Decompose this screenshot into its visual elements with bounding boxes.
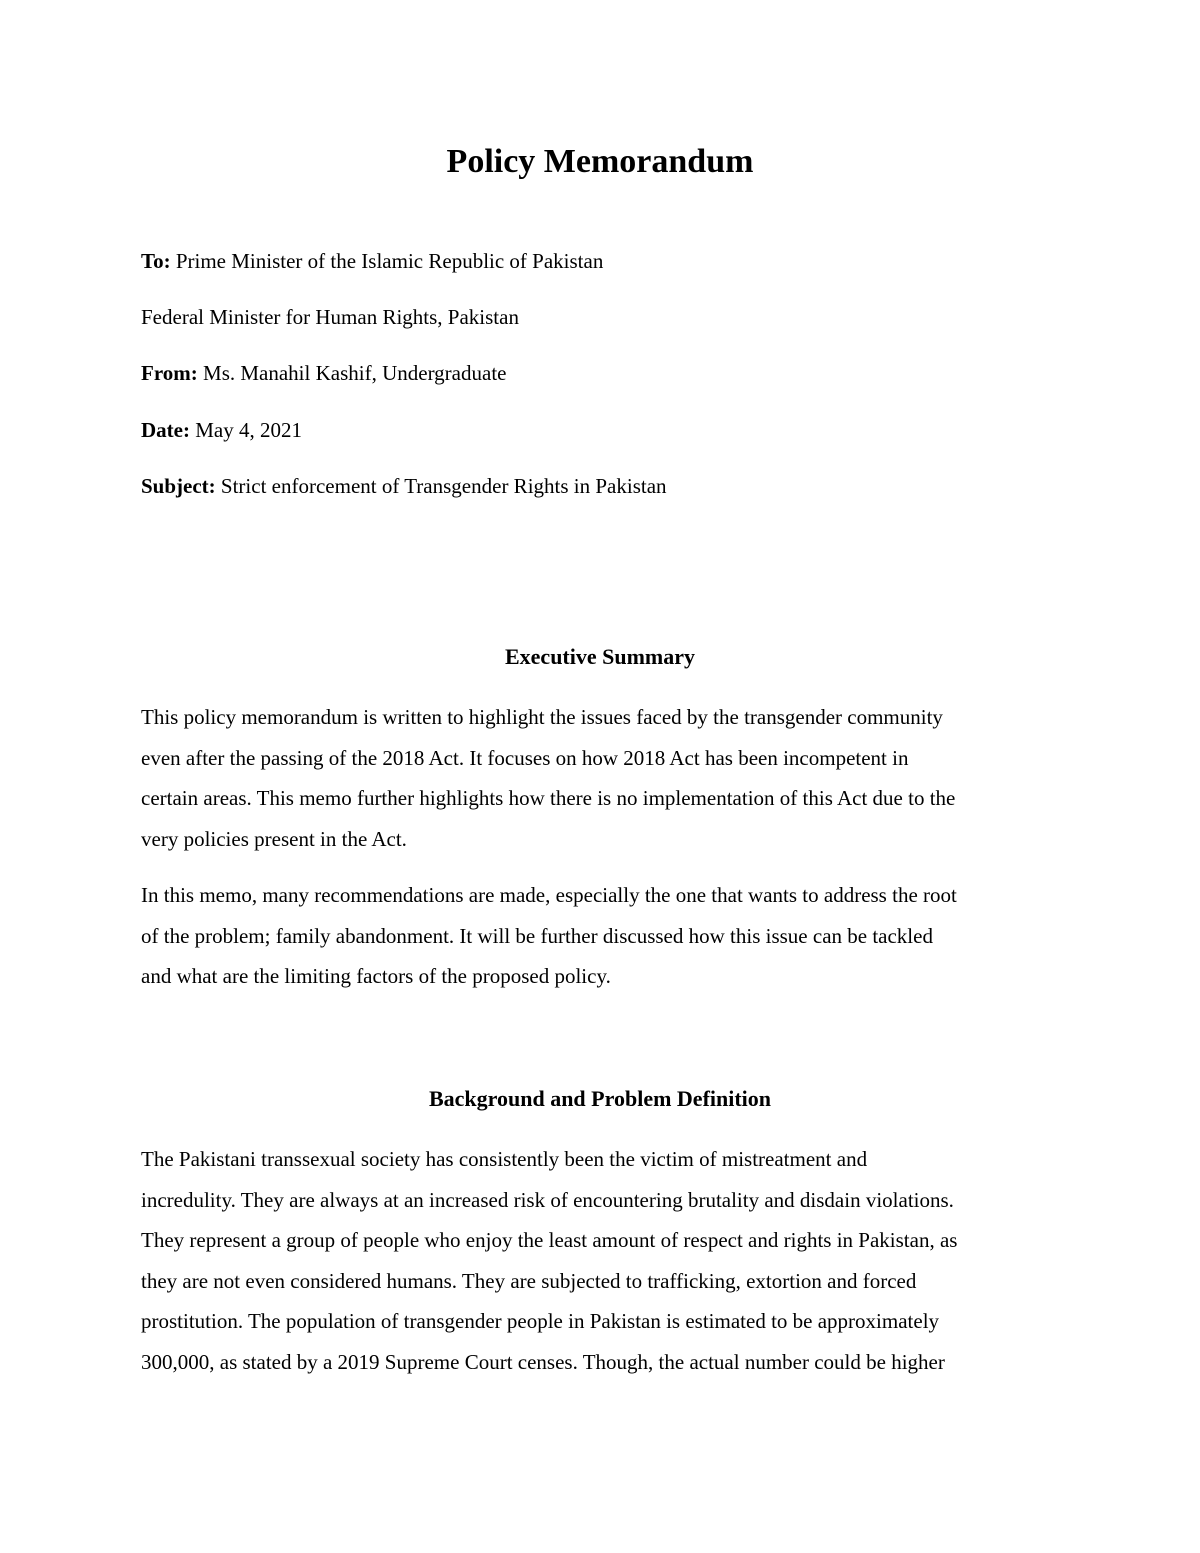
text-line: very policies present in the Act. (141, 826, 407, 851)
from-label: From: (141, 361, 198, 385)
text-line: prostitution. The population of transgender people in Pakistan is estimated to be approximately (141, 1309, 940, 1333)
executive-summary-paragraph-1 (141, 697, 1071, 859)
text-line: incredulity. They are always at an increased risk of encountering brutality and disdain violations. (141, 1187, 954, 1212)
text-line: This policy memorandum is written to highlight the issues faced by the transgender community (141, 705, 943, 729)
text-line: of the problem; family abandonment. It will be further discussed how this issue can be tackled (141, 923, 933, 948)
text-line: they are not even considered humans. They are subjected to trafficking, extortion and forced (141, 1268, 917, 1293)
text-line: even after the passing of the 2018 Act. It focuses on how 2018 Act has been incompetent in (141, 745, 909, 770)
text-line: certain areas. This memo further highlights how there is no implementation of this Act due to the (141, 786, 956, 810)
date-value: May 4, 2021 (195, 418, 302, 442)
background-paragraph-1 (141, 1139, 1071, 1382)
text-line: The Pakistani transsexual society has consistently been the victim of mistreatment and (141, 1147, 868, 1171)
from-line (141, 359, 506, 387)
to-label: To: (141, 249, 171, 273)
subject-label: Subject: (141, 474, 216, 498)
executive-summary-heading: Executive Summary (504, 644, 696, 669)
from-value: Ms. Manahil Kashif, Undergraduate (203, 361, 507, 385)
executive-summary-paragraph-2 (141, 875, 1071, 997)
subject-line (141, 472, 667, 500)
to-value-2: Federal Minister for Human Rights, Pakistan (141, 305, 519, 329)
to-value: Prime Minister of the Islamic Republic of Pakistan (175, 249, 604, 273)
to-line (141, 247, 603, 275)
page-title: Policy Memorandum (446, 143, 754, 180)
to-line-2 (141, 303, 519, 331)
text-line: They represent a group of people who enjoy the least amount of respect and rights in Pakistan, as (141, 1228, 958, 1252)
subject-value: Strict enforcement of Transgender Rights in Pakistan (220, 474, 667, 498)
date-line (141, 416, 302, 444)
text-line: In this memo, many recommendations are made, especially the one that wants to address the root (141, 883, 957, 907)
text-line: 300,000, as stated by a 2019 Supreme Court censes. Though, the actual number could be higher (141, 1349, 945, 1374)
text-line: and what are the limiting factors of the proposed policy. (141, 964, 611, 988)
background-heading: Background and Problem Definition (428, 1086, 772, 1111)
date-label: Date: (141, 418, 190, 442)
